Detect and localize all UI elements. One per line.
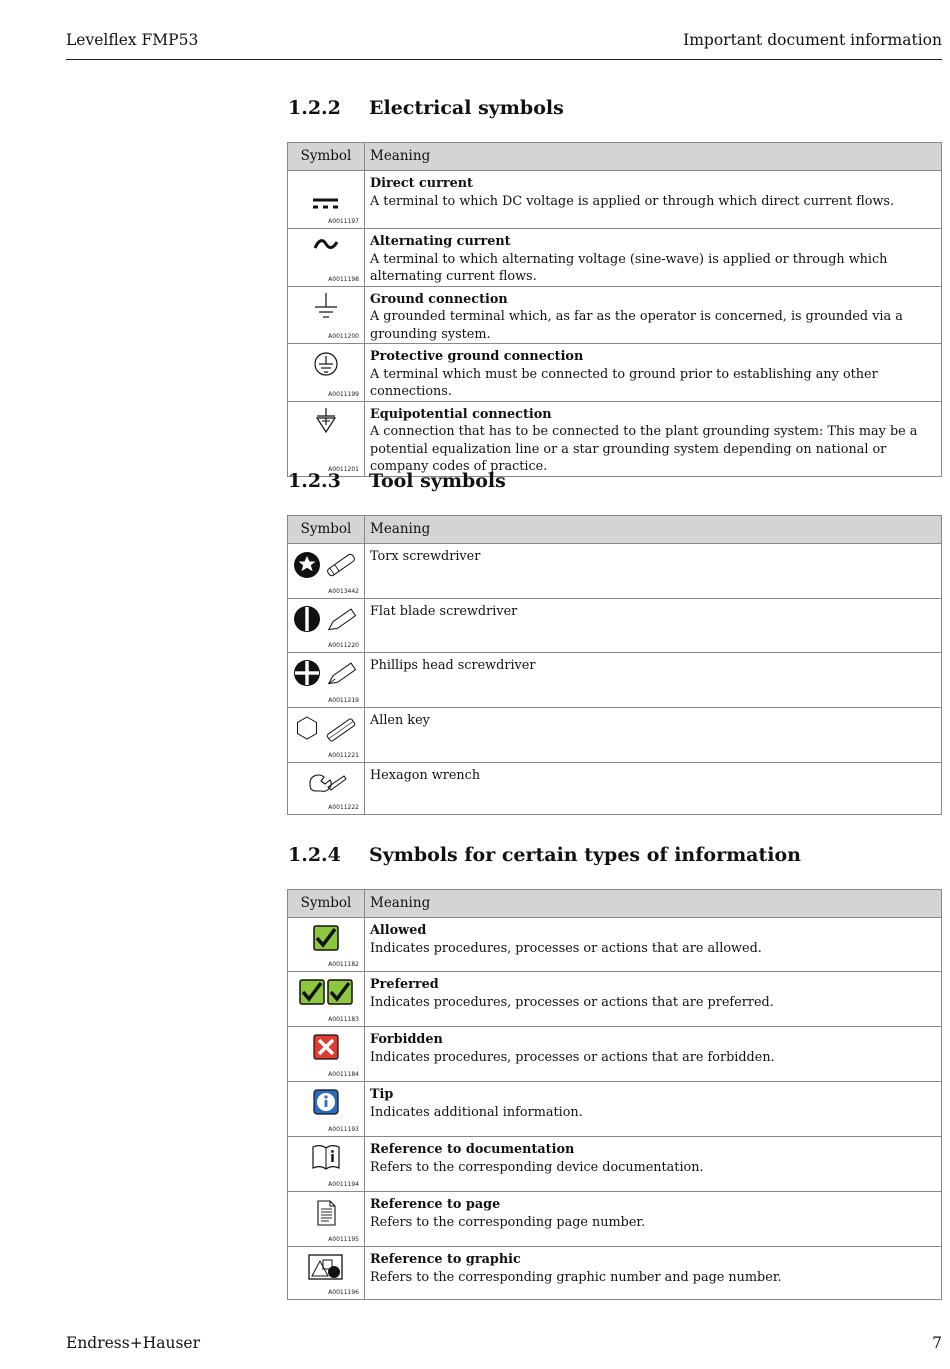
tool-symbols-table <box>287 515 942 815</box>
symbol-description: A connection that has to be connected to the plant grounding system: This may be a potential equalization line or a star grounding system depending on national or company codes of practice. <box>370 424 918 474</box>
symbol-description: Allen key <box>370 713 430 728</box>
table-row <box>288 171 942 229</box>
figure-code: A0011183 <box>328 1016 359 1023</box>
table-row <box>288 1027 942 1082</box>
table-header-row <box>288 143 942 171</box>
symbol-title: Reference to page <box>370 1197 501 1212</box>
protective-ground-icon <box>288 344 365 397</box>
table-row <box>288 708 942 763</box>
figure-code: A0011219 <box>328 697 359 704</box>
symbol-title: Tip <box>370 1087 394 1102</box>
table-row <box>288 653 942 708</box>
figure-code: A0011194 <box>328 1181 359 1188</box>
symbol-description: Refers to the corresponding device documentation. <box>370 1159 704 1175</box>
symbol-title: Direct current <box>370 176 473 191</box>
section-title-information: 1.2.4 Symbols for certain types of information <box>288 844 801 866</box>
table-row <box>288 918 942 972</box>
symbol-title: Protective ground connection <box>370 349 584 364</box>
symbol-title: Reference to graphic <box>370 1252 521 1267</box>
symbol-description: Refers to the corresponding graphic number and page number. <box>370 1269 782 1285</box>
symbol-title: Reference to documentation <box>370 1142 575 1157</box>
symbol-title: Preferred <box>370 977 439 992</box>
col-symbol: Symbol <box>288 143 365 171</box>
symbol-description: Hexagon wrench <box>370 768 481 783</box>
electrical-symbols-table <box>287 142 942 477</box>
col-meaning: Meaning <box>365 890 942 918</box>
symbol-title: Alternating current <box>370 234 511 249</box>
alternating-current-icon <box>288 229 365 273</box>
section-title-tools: 1.2.3 Tool symbols <box>288 470 506 492</box>
section-title-electrical: 1.2.2 Electrical symbols <box>288 97 564 119</box>
page-header <box>66 30 942 60</box>
col-meaning: Meaning <box>365 143 942 171</box>
table-row <box>288 1082 942 1137</box>
symbol-description: A grounded terminal which, as far as the operator is concerned, is grounded via a grounding system. <box>370 309 903 342</box>
table-header-row <box>288 516 942 544</box>
symbol-title: Equipotential connection <box>370 406 552 422</box>
table-row <box>288 401 942 476</box>
figure-code: A0011196 <box>328 1289 359 1296</box>
table-row <box>288 544 942 599</box>
symbol-description: A terminal which must be connected to ground prior to establishing any other connections. <box>370 366 878 399</box>
symbol-description: Flat blade screwdriver <box>370 604 518 619</box>
symbol-description: A terminal to which DC voltage is applied or through which direct current flows. <box>370 193 895 209</box>
figure-code: A0011198 <box>328 275 359 283</box>
symbol-title: Allowed <box>370 923 427 938</box>
symbol-description: Phillips head screwdriver <box>370 658 536 673</box>
table-row <box>288 972 942 1027</box>
figure-code: A0011193 <box>328 1126 359 1133</box>
table-row <box>288 344 942 402</box>
figure-code: A0011195 <box>328 1236 359 1243</box>
table-row <box>288 286 942 344</box>
col-symbol: Symbol <box>288 516 365 544</box>
col-meaning: Meaning <box>365 516 942 544</box>
figure-code: A0011222 <box>328 804 359 811</box>
header-chapter: Important document information <box>683 31 942 49</box>
figure-code: A0011220 <box>328 642 359 649</box>
symbol-title: Forbidden <box>370 1032 443 1047</box>
ground-icon <box>288 287 365 339</box>
symbol-description: Torx screwdriver <box>370 549 481 564</box>
figure-code: A0011200 <box>328 333 359 340</box>
figure-code: A0011201 <box>328 465 359 473</box>
page-number: 7 <box>932 1334 942 1352</box>
table-row <box>288 229 942 287</box>
col-symbol: Symbol <box>288 890 365 918</box>
symbol-description: Indicates procedures, processes or actions that are preferred. <box>370 994 774 1010</box>
figure-code: A0011184 <box>328 1071 359 1078</box>
figure-code: A0011221 <box>328 752 359 759</box>
table-row <box>288 1192 942 1247</box>
figure-code: A0011197 <box>328 218 359 225</box>
footer-company: Endress+Hauser <box>66 1334 200 1352</box>
table-row <box>288 1247 942 1300</box>
equipotential-icon <box>288 402 365 463</box>
table-row <box>288 763 942 815</box>
symbol-description: Indicates procedures, processes or actions that are allowed. <box>370 940 762 956</box>
table-row <box>288 1137 942 1192</box>
symbol-description: Indicates additional information. <box>370 1104 583 1120</box>
symbol-description: Refers to the corresponding page number. <box>370 1214 646 1230</box>
table-row <box>288 599 942 653</box>
header-product: Levelflex FMP53 <box>66 31 199 49</box>
symbol-title: Ground connection <box>370 291 508 307</box>
symbol-description: A terminal to which alternating voltage (sine-wave) is applied or through which alternating current flows. <box>370 251 888 284</box>
information-symbols-table <box>287 889 942 1300</box>
figure-code: A0011199 <box>328 390 359 398</box>
symbol-description: Indicates procedures, processes or actions that are forbidden. <box>370 1049 775 1065</box>
table-header-row <box>288 890 942 918</box>
figure-code: A0013442 <box>328 588 359 595</box>
figure-code: A0011182 <box>328 961 359 968</box>
